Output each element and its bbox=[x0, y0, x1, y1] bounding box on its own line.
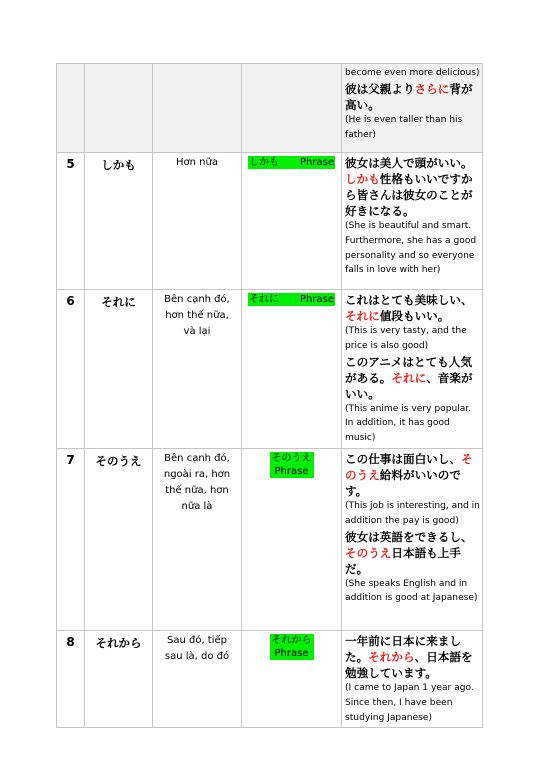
meaning-line: Bên cạnh đó, bbox=[164, 294, 230, 305]
japanese-example bbox=[345, 633, 480, 681]
english-translation: (He is even taller than his father) bbox=[345, 114, 463, 140]
meaning-line: hơn thế nữa, bbox=[165, 310, 229, 321]
highlighted-conjunction: さらに bbox=[414, 81, 450, 96]
english-translation: (This is very tasty, and the price is also good) bbox=[345, 326, 467, 351]
phrase-tag bbox=[248, 156, 335, 169]
example-text: 、音楽がいい。 bbox=[345, 370, 473, 401]
example-text: 給料がいいのです。 bbox=[345, 467, 461, 498]
conjunction-word: それから bbox=[85, 630, 153, 727]
tag-label: Phrase bbox=[274, 647, 309, 659]
conjunction-word: しかも bbox=[85, 153, 153, 290]
tag-label: Phrase bbox=[274, 465, 309, 477]
english-translation: (She is beautiful and smart. Furthermore, she has a good personality and so everyone falls in love with her) bbox=[345, 221, 477, 276]
example-text: 背が高い。 bbox=[345, 81, 473, 112]
english-translation: (This job is interesting, and in addition the pay is good) bbox=[345, 500, 480, 526]
phrase-tag bbox=[270, 452, 314, 478]
example-cell bbox=[342, 64, 483, 153]
tag-word: そのうえ bbox=[271, 452, 312, 464]
tag-label: Phrase bbox=[300, 294, 334, 305]
phrase-tag-cell bbox=[242, 153, 342, 290]
example-text: 彼は父親より bbox=[345, 81, 415, 96]
english-translation: (She speaks English and in addition is good at Japanese) bbox=[345, 578, 478, 604]
phrase-tag bbox=[248, 293, 335, 306]
example-text: このアニメはとても人気がある。 bbox=[345, 354, 472, 385]
english-translation: become even more delicious) bbox=[345, 68, 480, 78]
example-text: 一年前に日本に来ました。 bbox=[345, 633, 461, 664]
example-text: 日本語も上手だ。 bbox=[345, 545, 461, 576]
vietnamese-meaning bbox=[153, 64, 242, 153]
japanese-example bbox=[345, 451, 480, 499]
highlighted-conjunction: そのうえ bbox=[345, 545, 392, 560]
row-number bbox=[57, 64, 85, 153]
example-text: 性格もいいですから皆さんは彼女のことが好きになる。 bbox=[345, 172, 473, 218]
tag-word: それから bbox=[271, 634, 312, 646]
tag-word: しかも bbox=[249, 157, 279, 168]
phrase-tag bbox=[270, 634, 314, 660]
highlighted-conjunction: それに bbox=[391, 370, 427, 385]
example-cell bbox=[342, 153, 483, 290]
table-row bbox=[57, 630, 483, 727]
table-row bbox=[57, 153, 483, 290]
meaning-line: và lại bbox=[183, 326, 211, 337]
english-translation: (This anime is very popular. In addition, it has good music) bbox=[345, 403, 472, 444]
conjunction-word: それに bbox=[85, 290, 153, 449]
row-number: 7 bbox=[57, 448, 85, 630]
row-number: 8 bbox=[57, 630, 85, 727]
vietnamese-meaning bbox=[153, 290, 242, 449]
example-cell bbox=[342, 630, 483, 727]
table-row bbox=[57, 64, 483, 153]
vietnamese-meaning bbox=[153, 448, 242, 630]
example-text: 、日本語を勉強しています。 bbox=[345, 649, 473, 680]
english-translation: (I came to Japan 1 year ago. Since then, I have been studying Japanese) bbox=[345, 682, 474, 723]
meaning-line: nữa là bbox=[181, 500, 213, 512]
example-text: この仕事は面白いし、 bbox=[345, 451, 461, 466]
conjunction-word: そのうえ bbox=[85, 448, 153, 630]
phrase-tag-cell bbox=[242, 448, 342, 630]
japanese-example bbox=[345, 81, 480, 113]
japanese-example bbox=[345, 529, 480, 577]
example-text: 値段もいい。 bbox=[379, 309, 450, 323]
grammar-table bbox=[56, 63, 483, 728]
row-number: 5 bbox=[57, 153, 85, 290]
highlighted-conjunction: そのうえ bbox=[345, 451, 473, 482]
japanese-example bbox=[345, 354, 480, 402]
example-text: 彼女は美人で頭がいい。 bbox=[345, 156, 473, 170]
meaning-line: Sau đó, tiếp bbox=[166, 634, 227, 646]
tag-label: Phrase bbox=[300, 157, 334, 168]
highlighted-conjunction: それから bbox=[368, 649, 415, 664]
japanese-example bbox=[345, 155, 480, 219]
meaning-line: thế nữa, hơn bbox=[165, 484, 229, 496]
phrase-tag-cell bbox=[242, 290, 342, 449]
tag-word: それに bbox=[249, 294, 279, 305]
phrase-tag-cell bbox=[242, 64, 342, 153]
meaning-line: Bên cạnh đó, bbox=[164, 452, 230, 464]
example-cell bbox=[342, 290, 483, 449]
table-row bbox=[57, 448, 483, 630]
example-text: これはとても美味しい、 bbox=[345, 293, 473, 307]
example-text: 彼女は英語をできるし、 bbox=[345, 529, 473, 544]
meaning-line: sau là, do đó bbox=[164, 650, 230, 662]
conjunction-word bbox=[85, 64, 153, 153]
meaning-line: Hơn nữa bbox=[176, 157, 218, 168]
row-number: 6 bbox=[57, 290, 85, 449]
highlighted-conjunction: しかも bbox=[345, 172, 380, 186]
vietnamese-meaning bbox=[153, 153, 242, 290]
vietnamese-meaning bbox=[153, 630, 242, 727]
japanese-example bbox=[345, 292, 480, 324]
highlighted-conjunction: それに bbox=[345, 309, 380, 323]
example-cell bbox=[342, 448, 483, 630]
meaning-line: ngoài ra, hơn bbox=[163, 468, 231, 480]
table-row bbox=[57, 290, 483, 449]
phrase-tag-cell bbox=[242, 630, 342, 727]
